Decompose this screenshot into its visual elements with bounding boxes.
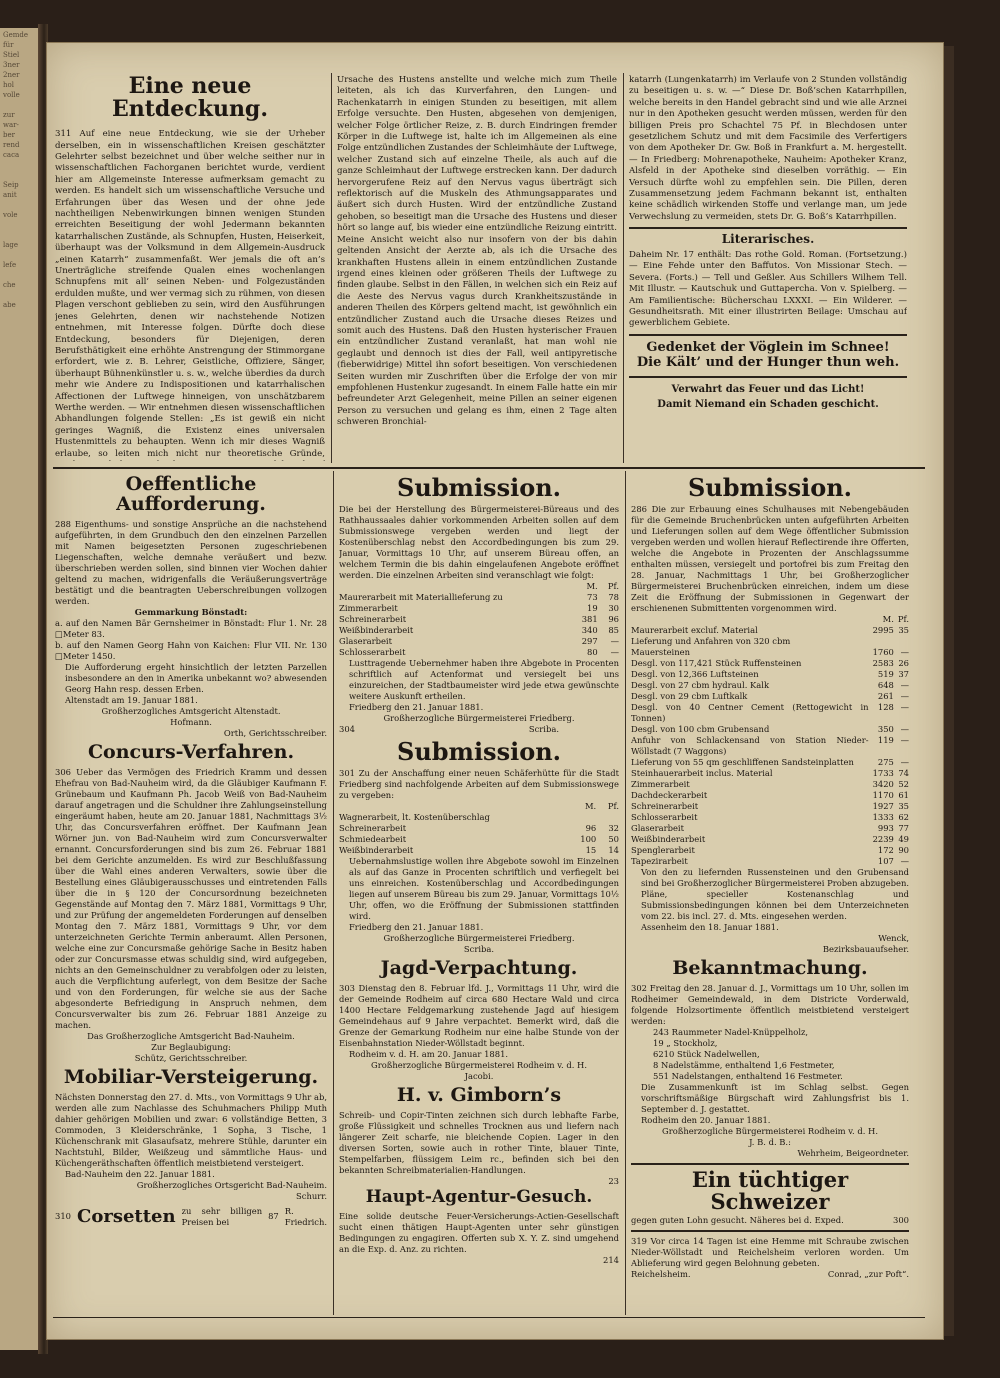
table-row — [631, 724, 909, 735]
row-item: Desgl. von 40 Centner Cement (Rettogewicht in Tonnen) — [631, 702, 869, 724]
row-item: Lieferung von 55 qm geschliffenen Sandsteinplatten — [631, 757, 854, 768]
row-pfennig — [596, 812, 619, 823]
row-item: Desgl. von 12,366 Luftsteinen — [631, 669, 759, 680]
column-left-bottom — [55, 473, 327, 1313]
unit-pfennig: Pf. — [607, 581, 619, 592]
row-pfennig: — — [610, 636, 619, 647]
unit-pfennig: Pf. — [607, 801, 619, 812]
row-mark: 80 — [587, 647, 598, 658]
row-item: Zimmerarbeit — [339, 603, 398, 614]
row-item: Desgl. von 100 cbm Grubensand — [631, 724, 770, 735]
bottom-rule — [53, 1317, 925, 1318]
jagd-date: Rodheim v. d. H. am 20. Januar 1881. — [349, 1049, 509, 1060]
jagd-body: 303 Dienstag den 8. Februar lfd. J., Vormittags 11 Uhr, wird die der Gemeinde Rodheim auf circa 680 Hectare Wald und circa 1400 Hectare Feldgemarkung zustehende Jagd auf hiesigem Gemeindehaus auf 9 Jahre verpachtet. Bemerkt wird, daß die Grenze der Gemarkung Rodheim nur eine halbe Stunde von der Eisenbahnstation Nieder-Wöllstadt beginnt. — [339, 983, 619, 1049]
submission-2-sign: Großherzogliche Bürgermeisterei Friedberg. — [383, 933, 575, 944]
row-pfennig: 78 — [608, 592, 619, 603]
table-row — [631, 779, 909, 790]
agentur-body: Eine solide deutsche Feuer-Versicherungs-Actien-Gesellschaft sucht einen thätigen Haupt-Agenten unter sehr günstigen Bedingungen zu engagiren. Offerten sub X. Y. Z. sind umgehend an die Exp. d. Anz. zu richten. — [339, 1211, 619, 1255]
concurs-body: 306 Ueber das Vermögen des Friedrich Kramm und dessen Ehefrau von Bad-Nauheim wird, da die Gläubiger Kaufmann F. Grünebaum und Kaufmann Ph. Jacob Weiß von Bad-Nauheim darauf angetragen und die Schuldner ihre Zahlungseinstellung eingeräumt haben, heute am 20. Januar 1881, Nachmittags 3½ Uhr, das Concursverfahren eröffnet. Der Kaufmann Jean Wörner jun. von Bad-Nauheim wird zum Concursverwalter ernannt. Concursforderungen sind bis zum 26. Februar 1881 bei dem Gerichte anzumelden. Es wird zur Beschlußfassung über die Wahl eines anderen Verwalters, sowie über die Bestellung eines Gläubigerausschusses und eintretenden Falls über die in § 120 der Concursordnung bezeichneten Gegenstände auf Montag den 7. März 1881, Vormittags 9 Uhr, und zur Prüfung der angemeldeten Forderungen auf denselben Montag den 7. März 1881, Vormittags 9 Uhr, vor dem unterzeichneten Gerichte Termin anberaumt. Allen Personen, welche eine zur Concursmaße gehörige Sache in Besitz haben oder zur Concursmasse etwas schuldig sind, wird aufgegeben, nichts an den Gemeinschuldner zu verabfolgen oder zu leisten, auch die Verpflichtung auferlegt, von dem Besitze der Sache und von den Forderungen, für welche sie aus der Sache abgesonderte Befriedigung in Anspruch nehmen, dem Concursverwalter bis zum 26. Februar 1881 Anzeige zu machen. — [55, 766, 327, 1030]
row-pfennig: — — [900, 680, 909, 691]
jagd-name: Jacobi. — [464, 1071, 494, 1082]
row-mark: 15 — [585, 845, 597, 856]
row-item: Glaserarbeit — [339, 636, 392, 647]
row-mark — [869, 636, 894, 647]
table-row — [339, 614, 619, 625]
table-row — [631, 823, 909, 834]
row-pfennig: — — [610, 647, 619, 658]
article-heading-neue-entdeckung: Eine neue Entdeckung. — [112, 73, 268, 123]
heading-mobiliar-versteigerung: Mobiliar-Versteigerung. — [63, 1065, 319, 1088]
corsetten-number: 310 — [55, 1211, 71, 1222]
row-item: Schreinerarbeit — [339, 614, 407, 625]
heading-submission-2: Submission. — [396, 737, 562, 767]
literary-heading: Literarisches. — [721, 232, 815, 247]
row-item: Wagnerarbeit, lt. Kostenüberschlag — [339, 812, 490, 823]
row-item: Desgl. von 117,421 Stück Ruffensteinen — [631, 658, 802, 669]
row-pfennig: — — [900, 757, 909, 768]
submission-3-sign-2: Bezirksbauaufseher. — [822, 944, 909, 955]
list-item: 8 Nadelstämme, enthaltend 1,6 Festmeter, — [653, 1060, 835, 1071]
newspaper-page — [46, 42, 944, 1340]
aufforderung-body-2: Die Aufforderung ergeht hinsichtlich der letzten Parzellen insbesondere an den in Amerika unbekannt wo? abwesenden Georg Hahn resp. dessen Erben. — [65, 661, 327, 694]
list-item: 19 „ Stockholz, — [653, 1038, 718, 1049]
row-item: Lieferung und Anfahren von 320 cbm — [631, 636, 791, 647]
row-mark: 519 — [877, 669, 894, 680]
row-mark — [566, 812, 596, 823]
row-pfennig: 74 — [898, 768, 909, 779]
table-row — [631, 757, 909, 768]
heading-gimborn: H. v. Gimborn’s — [396, 1084, 562, 1107]
submission-2-table — [339, 801, 619, 856]
row-mark: 73 — [587, 592, 598, 603]
row-mark: 1733 — [872, 768, 894, 779]
corsetten-text: zu sehr billigen Preisen bei — [181, 1205, 263, 1227]
submission-3-date: Assenheim den 18. Januar 1881. — [641, 922, 779, 933]
notice-line-4: Damit Niemand ein Schaden geschicht. — [657, 399, 879, 410]
row-mark: 2583 — [872, 658, 894, 669]
table-row — [631, 845, 909, 856]
column-divider — [333, 471, 334, 1315]
row-pfennig — [894, 636, 909, 647]
bekanntmachung-sign-2: J. B. d. B.: — [749, 1137, 791, 1148]
article-body-neue-entdeckung: 311 Auf eine neue Entdeckung, wie sie der Urheber derselben, ein in wissenschaftlichen Kreisen geschätzter Gelehrter selbst bezeichnet und über welche seither nur in wissenschaftlichen Fachorganen berichtet wurde, verdient hier am Allgemeinste Interesse aufmerksam gemacht zu werden. Es handelt sich um wissenschaftliche Versuche und Erfahrungen über das Wesen und der ohne jede nachtheiligen Nebenwirkungen binnen wenigen Stunden erreichten Beseitigung der wohl Jedermann bekannten katarrhalischen Zustände, als Schnupfen, Husten, Heiserkeit, überhaupt was der Volksmund in dem Allgemein-Ausdruck „einen Katarrh“ zusammenfaßt. Wer jemals die oft an’s Unerträgliche streifende Qualen eines wochenlangen Schnupfens mit all’ seinen Neben- und Folgezuständen erdulden mußte, und wer vermag sich zu rühmen, von diesen Plagen verschont geblieben zu sein, wird den Ausführungen jenes Gelehrten, denen wir nachstehende Notizen entnehmen, mit Interesse folgen. Dürfte doch diese Entdeckung, besonders für Diejenigen, deren Berufsthätigkeit eine erhöhte Anstrengung der Stimmorgane erfordert, wie z. B. Lehrer, Geistliche, Offiziere, Sänger, überhaupt Bühnenkünstler u. s. w., welche überdies da durch mehr wie Andere zu Indispositionen und katarrhalischen Affectionen der Luftwege hinneigen, von unschätzbarem Werthe werden. — Wir entnehmen diesen wissenschaftlichen Abhandlungen folgende Stellen: „Es ist gewiß ein nicht geringes Wagniß, die Existenz eines universalen Hustenmittels zu behaupten. Wenn ich mir dieses Wagniß erlaube, so leiten mich nicht nur theoretische Gründe, — [55, 129, 325, 459]
table-row — [339, 823, 619, 834]
row-pfennig: 96 — [608, 614, 619, 625]
row-item: Weißbinderarbeit — [339, 625, 414, 636]
row-item: Weißbinderarbeit — [339, 845, 414, 856]
bekanntmachung-body-2: Die Zusammenkunft ist im Schlag selbst. Gegen vorschriftsmäßige Bürgschaft wird Zahlungsfrist bis 1. September d. J. gestattet. — [641, 1082, 909, 1115]
corsetten-heading: Corsetten — [77, 1206, 176, 1228]
aufforderung-judge: Hofmann. — [170, 716, 212, 727]
row-pfennig: 50 — [608, 834, 619, 845]
submission-1-sign: Großherzogliche Bürgermeisterei Friedberg. — [383, 713, 575, 724]
row-item: Schreinerarbeit — [631, 801, 699, 812]
bekanntmachung-sign: Großherzogliche Bürgermeisterei Rodheim v. d. H. — [662, 1126, 878, 1137]
table-row — [631, 834, 909, 845]
row-pfennig: 85 — [608, 625, 619, 636]
row-mark: 19 — [587, 603, 598, 614]
aufforderung-entry-b: b. auf den Namen Georg Hahn von Kaichen: Flur VII. Nr. 130 □Meter 1450. — [55, 639, 327, 661]
row-pfennig: 61 — [898, 790, 909, 801]
verloren-place: Reichelsheim. — [631, 1269, 691, 1280]
table-row — [339, 647, 619, 658]
row-item: Tapezirarbeit — [631, 856, 688, 867]
table-row — [631, 812, 909, 823]
row-pfennig: 77 — [898, 823, 909, 834]
submission-1-date: Friedberg den 21. Januar 1881. — [349, 702, 484, 713]
section-rule — [53, 467, 925, 469]
row-item: Schlosserarbeit — [339, 647, 406, 658]
list-item: 243 Raummeter Nadel-Knüppelholz, — [653, 1027, 809, 1038]
submission-3-body-2: Von den zu liefernden Russensteinen und den Grubensand sind bei Großherzoglicher Bürgermeisterei Proben abzugeben. Pläne, specieller Kostenanschlag und Submissionsbedingungen können bei dem Unterzeichneten vom 22. bis incl. 27. d. Mts. eingesehen werden. — [641, 867, 909, 922]
submission-3-body: 286 Die zur Erbauung eines Schulhauses mit Nebengebäuden für die Gemeinde Bruchenbrücken unten aufgeführten Arbeiten und Lieferungen sollen auf dem Wege öffentlicher Submission vergeben werden und wollen hierauf Reflectirende ihre Offerten, welche die Angebote in Prozenten der Anschlagssumme enthalten müssen, versiegelt und portofrei bis zum Freitag den 28. Januar, Nachmittags 1 Uhr, bei Großherzoglicher Bürgermeisterei Bruchenbrücken einreichen, indem um diese Zeit die Eröffnung der Submissionen in Gegenwart der erschienenen Submittenten vorgenommen wird. — [631, 504, 909, 614]
row-item: Steinhauerarbeit inclus. Material — [631, 768, 773, 779]
heading-submission-1: Submission. — [396, 473, 562, 502]
article-body-continued: Ursache des Hustens anstellte und welche mich zum Theile leiteten, als ich das Kurverfahren, den Lungen- und Rachenkatarrh in einigen Stunden zu beseitigen, mit allem Erfolge versuchte. Den Husten, abgesehen von demjenigen, welcher Folge örtlicher Reize, z. B. durch Eindringen fremder Körper in die Luftwege ist, halte ich im Allgemeinen als eine Folge entzündlichen Zustandes der Schleimhäute der Luftwege, welcher Zustand sich auf einzelne Theile, als auch auf die ganze Schleimhaut der Luftwege erstrecken kann. Der dadurch hervorgerufene Reiz auf den Nervus vagus überträgt sich reflektorisch auf die Muskeln des Athmungsapparates und äußert sich durch Husten. Wird der entzündliche Zustand gehoben, so beseitigt man die Ursache des Hustens und dieser hört so lange auf, bis wieder eine entzündliche Reizung eintritt. Meine Ansicht weicht also nur insofern von der bis dahin geltenden Ansicht der Aerzte ab, als ich die Ursache des krankhaften Hustens allein in einem entzündlichen Zustande irgend eines kleinen oder größeren Theils der Luftwege zu finden glaube. Selbst in den Fällen, in welchen sich ein Reiz auf die Aeste des Nervus vagus durch Krankheitszustände in anderen Theilen des Körpers geltend macht, ist gewöhnlich ein entzündlicher Zustand auch die Ursache dieses Reizes und somit auch des Hustens. Daß den Husten hysterischer Frauen ein entzündlicher Zustand veranlaßt, hat man wohl nie geglaubt und dennoch ist dies der Fall, weil antipyretische (fieberwidrige) Mittel ihn sofort beseitigen. Von verschiedenen Seiten wurden mir Zuschriften über die Erfolge der von mir empfohlenen Hustenkur zugesandt. In einem Falle hatte ein mir befreundeter Arzt Gelegenheit, meine Pillen an seiner eigenen Person zu versuchen und gelang es ihm, einen 2 Tage alten schweren Bronchial- — [337, 75, 617, 428]
table-row — [631, 669, 909, 680]
row-pfennig: 30 — [608, 603, 619, 614]
row-pfennig: 32 — [608, 823, 619, 834]
heading-submission-3: Submission. — [687, 473, 853, 502]
table-row — [631, 680, 909, 691]
row-pfennig: 90 — [898, 845, 909, 856]
schweizer-line — [631, 1215, 909, 1226]
ad-divider — [631, 1163, 909, 1165]
table-row — [339, 834, 619, 845]
table-row — [631, 856, 909, 867]
row-item: Desgl. von 27 cbm hydraul. Kalk — [631, 680, 770, 691]
row-item: Glaserarbeit — [631, 823, 684, 834]
table-row — [631, 801, 909, 812]
notice-divider — [629, 334, 907, 336]
table-row — [631, 790, 909, 801]
row-mark: 297 — [581, 636, 598, 647]
table-row — [339, 625, 619, 636]
heading-concurs-verfahren: Concurs-Verfahren. — [87, 740, 295, 763]
table-row — [339, 636, 619, 647]
heading-haupt-agentur: Haupt-Agentur-Gesuch. — [365, 1187, 593, 1208]
row-item: Maurerarbeit excluf. Material — [631, 625, 758, 636]
row-mark: 381 — [581, 614, 598, 625]
verloren-footer — [631, 1269, 909, 1280]
row-item: Zimmerarbeit — [631, 779, 690, 790]
row-pfennig: — — [900, 702, 909, 713]
corsetten-sign: R. Friedrich. — [284, 1205, 327, 1227]
literary-divider — [629, 227, 907, 229]
heading-bekanntmachung: Bekanntmachung. — [672, 957, 868, 980]
table-row — [339, 812, 619, 823]
concurs-court: Das Großherzogliche Amtsgericht Bad-Nauheim. — [87, 1030, 295, 1041]
row-pfennig: — — [900, 691, 909, 702]
ad-divider — [631, 1230, 909, 1232]
literary-body: Daheim Nr. 17 enthält: Das rothe Gold. Roman. (Fortsetzung.) — Eine Fehde unter den Baffutos. Von Missionar Stech. — Severa. (Forts.) — Tell und Geßler. Aus Schillers Wilhem Tell. Mit Illustr. — Kautschuk und Guttapercha. Von v. Spielberg. — Am Familientische: Bücherschau LXXXI. — Ein Wilderer. — Gesundheitsrath. Mit einer illustrirten Beilage: Umschau auf gewerblichem Gebiete. — [629, 249, 907, 329]
row-mark: 119 — [877, 735, 894, 746]
corsetten-number-2: 87 — [268, 1211, 279, 1222]
submission-1-name: Scriba. — [528, 724, 559, 735]
concurs-clerk: Schütz, Gerichtsschreiber. — [134, 1052, 248, 1063]
versteigerung-sign: Großherzogliches Ortsgericht Bad-Nauheim. — [136, 1179, 327, 1190]
unit-mark: M. — [584, 801, 597, 812]
row-pfennig: — — [900, 856, 909, 867]
row-pfennig: 26 — [898, 658, 909, 669]
submission-1-footer — [339, 724, 619, 735]
list-item: 551 Nadelstangen, enthaltend 16 Festmeter. — [653, 1071, 843, 1082]
table-row — [631, 691, 909, 702]
submission-3-sign: Wenck, — [878, 933, 909, 944]
concurs-cert: Zur Beglaubigung: — [151, 1041, 231, 1052]
notice-divider — [629, 376, 907, 378]
table-row — [631, 636, 909, 647]
schweizer-text: gegen guten Lohn gesucht. Näheres bei d. Exped. — [631, 1215, 844, 1226]
row-mark: 1333 — [872, 812, 894, 823]
column-divider — [331, 73, 332, 463]
unit-mark: M. — [882, 614, 894, 625]
row-item: Dachdeckerarbeit — [631, 790, 708, 801]
column-a — [55, 69, 325, 461]
submission-2-body-2: Uebernahmslustige wollen ihre Abgebote sowohl im Einzelnen als auf das Ganze in Procenten schriftlich und verfiegelt bei uns einreichen. Kostenüberschlag und Accordbedingungen liegen auf unserem Büreau bis zum 29. Januar, Vormittags 10½ Uhr, offen, wo die Eröffnung der Submissionen stattfinden wird. — [349, 856, 619, 922]
list-item: 6210 Stück Nadelwellen, — [653, 1049, 760, 1060]
gimborn-number: 23 — [608, 1176, 619, 1187]
aufforderung-court: Großherzogliches Amtsgericht Altenstadt. — [101, 705, 281, 716]
row-mark: 3420 — [872, 779, 894, 790]
column-right-bottom — [631, 473, 909, 1313]
table-row — [631, 647, 909, 658]
row-mark: 993 — [877, 823, 894, 834]
row-item: Mauersteinen — [631, 647, 690, 658]
column-middle-bottom — [339, 473, 619, 1313]
row-pfennig: 62 — [898, 812, 909, 823]
row-item: Spenglerarbeit — [631, 845, 695, 856]
table-row — [631, 768, 909, 779]
notice-line-3: Verwahrt das Feuer und das Licht! — [671, 384, 865, 395]
versteigerung-body: Nächsten Donnerstag den 27. d. Mts., von Vormittags 9 Uhr ab, werden alle zum Nachlasse des Schuhmachers Philipp Muth dahier gehörigen Mobilien und zwar: 6 vollständige Betten, 3 Commoden, 3 Kleiderschränke, 1 Sopha, 3 Tische, 1 Küchenschrank mit Glasaufsatz, mehrere Stühle, darunter ein Nachtstuhl, Bilder, Weißzeug und sämmtliche Haus- und Küchengeräthschaften öffentlich meistbietend versteigert. — [55, 1091, 327, 1168]
row-item: Weißbinderarbeit — [631, 834, 706, 845]
column-divider — [623, 73, 624, 463]
row-mark: 2239 — [872, 834, 894, 845]
aufforderung-place: Gemmarkung Bönstadt: — [134, 606, 248, 617]
row-item: Schlosserarbeit — [631, 812, 698, 823]
row-mark: 275 — [877, 757, 894, 768]
row-pfennig: 49 — [898, 834, 909, 845]
jagd-sign: Großherzogliche Bürgermeisterei Rodheim v. d. H. — [371, 1060, 587, 1071]
table-row — [631, 702, 909, 724]
row-item: Desgl. von 29 cbm Luftkalk — [631, 691, 748, 702]
row-pfennig: — — [900, 647, 909, 658]
column-c — [629, 75, 907, 465]
submission-1-body-2: Lusttragende Uebernehmer haben ihre Abgebote in Procenten schriftlich auf Actenformat und versiegelt bei uns einzureichen, der Stadtbaumeister wird jede etwa gewünschte weitere Auskunft ertheilen. — [349, 658, 619, 702]
row-pfennig: — — [900, 735, 909, 746]
submission-1-table — [339, 581, 619, 658]
row-mark: 340 — [581, 625, 598, 636]
row-mark: 1927 — [872, 801, 894, 812]
row-mark: 350 — [877, 724, 894, 735]
agentur-number: 214 — [603, 1255, 619, 1266]
table-row — [631, 625, 909, 636]
verloren-body: 319 Vor circa 14 Tagen ist eine Hemme mit Schraube zwischen Nieder-Wöllstadt und Reichelsheim verloren worden. Um Ablieferung wird gegen Belohnung gebeten. — [631, 1236, 909, 1269]
row-item: Schmiedearbeit — [339, 834, 407, 845]
article-body-end: katarrh (Lungenkatarrh) im Verlaufe von 2 Stunden vollständig zu beseitigen u. s. w. —“ Diese Dr. Boß’schen Katarrhpillen, welche bereits in den Handel gebracht sind und wie alle Arznei nur in den Apotheken gesucht werden müssen, werden für den billigen Preis pro Schachtel 75 Pf. in Blechdosen unter gesetzlichem Schutz und mit dem Facsimile des Verfertigers von dem Apotheker Dr. Gw. Boß in Frankfurt a. M. hergestellt. — In Friedberg: Mohrenapotheke, Nauheim: Apotheker Kranz, Alsfeld in der Apotheke sind dieselben vorräthig. — Ein Versuch dürfte wohl zu empfehlen sein. Die Pillen, deren Zusammensetzung jedem Fachmann bekannt ist, enthalten keine schädlich wirkenden Stoffe und verlange man, um jede Verwechslung zu vermeiden, stets Dr. G. Boß’s Katarrhpillen. — [629, 75, 907, 222]
bekanntmachung-date: Rodheim den 20. Januar 1881. — [641, 1115, 771, 1126]
table-row — [339, 592, 619, 603]
versteigerung-sign-2: Schurr. — [296, 1190, 327, 1201]
row-mark: 648 — [877, 680, 894, 691]
schweizer-number: 300 — [893, 1215, 909, 1226]
row-mark: 1760 — [872, 647, 894, 658]
aufforderung-date: Altenstadt am 19. Januar 1881. — [65, 694, 198, 705]
aufforderung-clerk: Orth, Gerichtsschreiber. — [223, 727, 327, 738]
row-mark: 107 — [877, 856, 894, 867]
column-b — [337, 75, 617, 463]
row-mark: 261 — [877, 691, 894, 702]
submission-1-body: Die bei der Herstellung des Bürgermeisterei-Büreaus und des Rathhaussaales dahier vorkommenden Arbeiten sollen auf dem Submissionswege vergeben werden und liegt der Kostenüberschlag nebst den Accordbedingungen bis zum 29. Januar, Vormittags 10 Uhr, auf unserem Büreau offen, an welchem Termin die bis dahin eingelaufenen Angebote eröffnet werden. Die einzelnen Arbeiten sind veranschlagt wie folgt: — [339, 504, 619, 581]
verloren-name: Conrad, „zur Poft“. — [827, 1269, 909, 1280]
table-row — [631, 735, 909, 757]
row-pfennig: 35 — [898, 801, 909, 812]
row-pfennig: 37 — [898, 669, 909, 680]
bekanntmachung-sign-3: Wehrheim, Beigeordneter. — [797, 1148, 909, 1159]
row-mark: 1170 — [872, 790, 894, 801]
submission-1-number: 304 — [339, 724, 355, 735]
row-mark: 128 — [877, 702, 894, 713]
row-mark: 96 — [585, 823, 597, 834]
row-pfennig: — — [900, 724, 909, 735]
heading-schweizer: Ein tüchtiger Schweizer — [691, 1167, 849, 1215]
column-divider — [625, 471, 626, 1315]
row-mark: 172 — [877, 845, 894, 856]
heading-jagd-verpachtung: Jagd-Verpachtung. — [380, 957, 578, 980]
row-item: Maurerarbeit mit Materiallieferung zu — [339, 592, 503, 603]
row-item: Schreinerarbeit — [339, 823, 407, 834]
submission-2-body: 301 Zu der Anschaffung einer neuen Schäferhütte für die Stadt Friedberg sind nachfolgende Arbeiten auf dem Submissionswege zu vergeben: — [339, 768, 619, 801]
row-pfennig: 52 — [898, 779, 909, 790]
submission-2-name: Scriba. — [463, 944, 495, 955]
table-row — [339, 603, 619, 614]
submission-3-table — [631, 614, 909, 867]
table-row — [339, 845, 619, 856]
bekanntmachung-items — [631, 1027, 909, 1082]
unit-mark: M. — [586, 581, 598, 592]
heading-oeffentliche-aufforderung: Oeffentliche Aufforderung. — [116, 473, 266, 515]
row-mark: 100 — [580, 834, 597, 845]
gimborn-body: Schreib- und Copir-Tinten zeichnen sich durch lebhafte Farbe, große Flüssigkeit und schnelles Trocknen aus und liefern nach längerer Zeit scharfe, nie bleichende Copien. Lager in den diversen Sorten, sowie auch in rother Tinte, blauer Tinte, Stempelfarben, flüssigem Leim rc., befinden sich bei den bekannten Schreibmaterialien-Handlungen. — [339, 1110, 619, 1176]
submission-2-date: Friedberg den 21. Januar 1881. — [349, 922, 484, 933]
previous-page-text: Gemde für Stiel 3ner 2ner hol volle zur war- ber rend caca Seip anit vole lage lefe che abe — [3, 31, 28, 309]
row-mark: 2995 — [872, 625, 894, 636]
aufforderung-body: 288 Eigenthums- und sonstige Ansprüche an die nachstehend aufgeführten, in dem Grundbuch den den einzelnen Parzellen mit Namen beigesetzten Personen zugeschriebenen Liegenschaften, welche demnahe veräußert und bezw. überschrieben werden sollen, sind binnen vier Wochen dahier geltend zu machen, widrigenfalls die Veräußerungsverträge bestätigt und die beantragten Ueberschreibungen vollzogen werden. — [55, 518, 327, 606]
bekanntmachung-body: 302 Freitag den 28. Januar d. J., Vormittags um 10 Uhr, sollen im Rodheimer Gemeindewald, in dem Districte Vorderwald, folgende Holzsortimente öffentlich meistbietend versteigert werden: — [631, 983, 909, 1027]
notice-line-1: Gedenket der Vöglein im Schnee! — [646, 339, 890, 355]
row-item: Anfuhr von Schlackensand von Station Nieder-Wöllstadt (7 Waggons) — [631, 735, 869, 757]
corsetten-ad — [55, 1206, 327, 1228]
unit-pfennig: Pf. — [897, 614, 909, 625]
table-row — [631, 658, 909, 669]
aufforderung-entry-a: a. auf den Namen Bär Gernsheimer in Bönstadt: Flur 1. Nr. 28 □Meter 83. — [55, 617, 327, 639]
versteigerung-date: Bad-Nauheim den 22. Januar 1881. — [65, 1168, 215, 1179]
row-pfennig: 35 — [898, 625, 909, 636]
row-pfennig: 14 — [608, 845, 619, 856]
notice-line-2: Die Kält’ und der Hunger thun weh. — [636, 355, 900, 371]
